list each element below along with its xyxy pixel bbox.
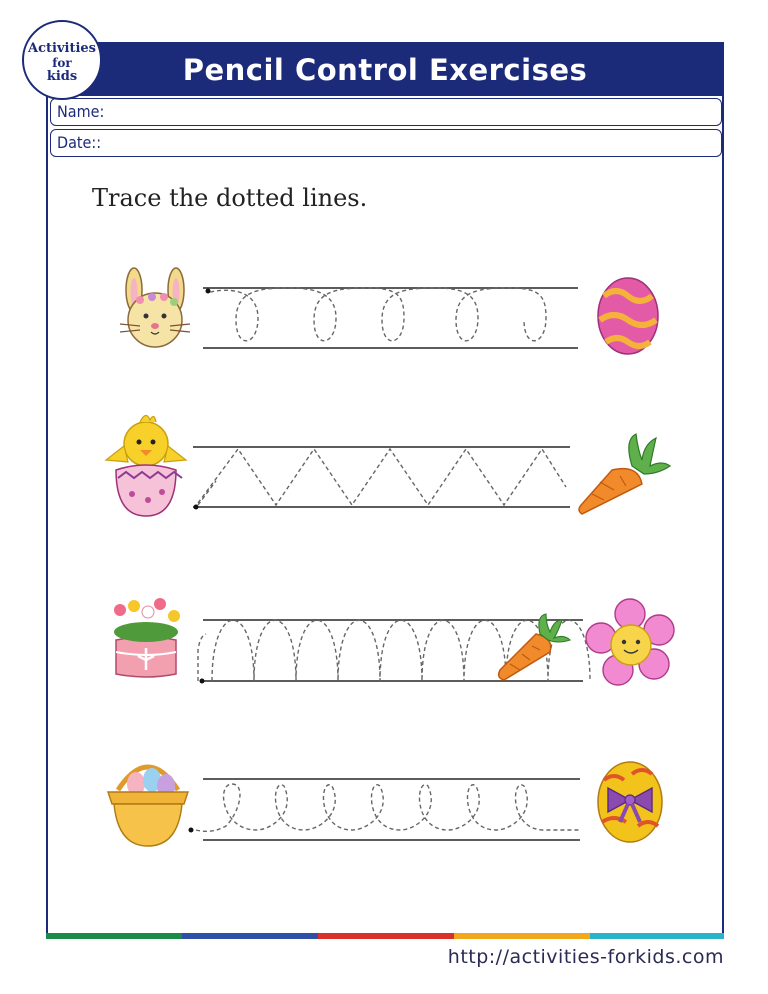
logo-line-3: kids	[46, 69, 78, 84]
name-field[interactable]	[50, 98, 722, 126]
footer-stripe-cyan	[590, 933, 724, 939]
footer-stripe-blue	[182, 933, 318, 939]
logo-line-2: for	[52, 56, 72, 70]
date-field[interactable]	[50, 129, 722, 157]
footer-stripe-red	[318, 933, 454, 939]
worksheet	[46, 42, 724, 937]
logo-line-1: Activities	[28, 41, 96, 56]
name-label: Name:	[57, 102, 105, 121]
footer-stripe-orange	[454, 933, 590, 939]
footer-stripe-green	[46, 933, 182, 939]
page-title: Pencil Control Exercises	[182, 53, 588, 87]
activities-for-kids-logo	[22, 20, 102, 100]
date-label: Date::	[57, 133, 102, 152]
instruction-text: Trace the dotted lines.	[92, 184, 368, 212]
footer-url[interactable]: http://activities-forkids.com	[447, 946, 724, 968]
